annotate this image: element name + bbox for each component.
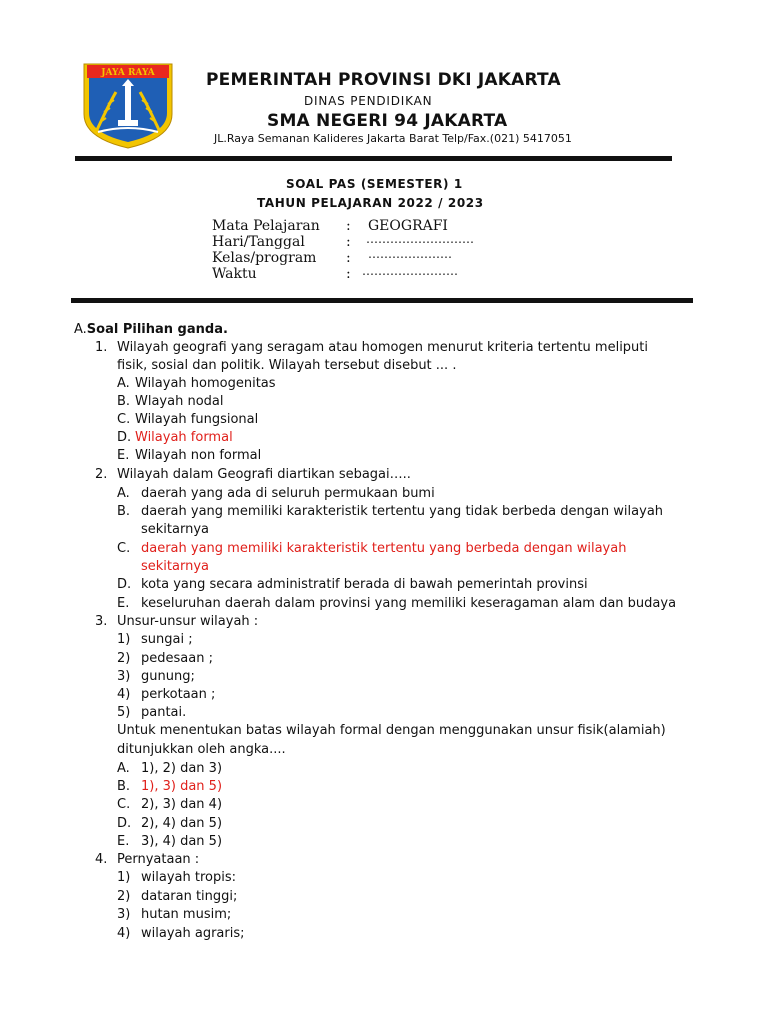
item-text: wilayah agraris; xyxy=(141,926,245,941)
header-department: DINAS PENDIDIKAN xyxy=(304,94,433,108)
item-text: gunung; xyxy=(141,669,195,684)
option-text: keseluruhan daerah dalam provinsi yang memiliki keseragaman alam dan budaya xyxy=(141,596,677,611)
option-text: Wilayah non formal xyxy=(135,448,262,463)
option-key: E. xyxy=(117,596,130,611)
question-number: 1. xyxy=(95,340,108,355)
option-text: 2), 4) dan 5) xyxy=(141,816,223,831)
option-key: A. xyxy=(117,376,130,391)
item-key: 4) xyxy=(117,687,131,702)
meta-colon: : xyxy=(346,250,351,266)
item-text: pantai. xyxy=(141,705,187,720)
option-text: 1), 2) dan 3) xyxy=(141,761,223,776)
correct-answer-text: daerah yang memiliki karakteristik tertentu yang berbeda dengan wilayah xyxy=(141,541,627,556)
meta-colon: : xyxy=(346,218,351,234)
item-text: pedesaan ; xyxy=(141,651,213,666)
option-text: Wilayah homogenitas xyxy=(135,376,276,391)
question-number: 2. xyxy=(95,467,108,482)
option-text: Wlayah nodal xyxy=(135,394,224,409)
option-key: E. xyxy=(117,448,130,463)
item-key: 5) xyxy=(117,705,131,720)
question-stem: Untuk menentukan batas wilayah formal dengan menggunakan unsur fisik(alamiah) xyxy=(117,723,666,738)
meta-colon: : xyxy=(346,266,351,282)
item-text: hutan musim; xyxy=(141,907,232,922)
section-prefix: A. xyxy=(74,322,87,337)
option-key: B. xyxy=(117,394,131,409)
header-divider xyxy=(75,156,672,161)
academic-year: TAHUN PELAJARAN 2022 / 2023 xyxy=(257,196,484,210)
question-text: Wilayah geografi yang seragam atau homogen menurut kriteria tertentu meliputi xyxy=(117,340,649,355)
meta-value-time: …………………… xyxy=(362,264,458,278)
item-key: 1) xyxy=(117,870,131,885)
option-text-continued: sekitarnya xyxy=(141,522,209,537)
item-key: 3) xyxy=(117,669,131,684)
option-key: C. xyxy=(117,797,131,812)
option-key: B. xyxy=(117,504,131,519)
section-heading xyxy=(74,322,228,337)
item-text: dataran tinggi; xyxy=(141,889,238,904)
item-text: perkotaan ; xyxy=(141,687,216,702)
item-text: sungai ; xyxy=(141,632,193,647)
item-key: 4) xyxy=(117,926,131,941)
meta-label-class: Kelas/program xyxy=(212,250,317,266)
option-key: C. xyxy=(117,412,131,427)
option-key: C. xyxy=(117,541,131,556)
header-government: PEMERINTAH PROVINSI DKI JAKARTA xyxy=(206,70,561,90)
option-text: Wilayah fungsional xyxy=(135,412,259,427)
item-key: 1) xyxy=(117,632,131,647)
question-number: 4. xyxy=(95,852,108,867)
item-text: wilayah tropis: xyxy=(141,870,236,885)
meta-label-time: Waktu xyxy=(212,266,257,282)
section-title: Soal Pilihan ganda. xyxy=(86,322,228,337)
jakarta-emblem-logo xyxy=(80,62,176,150)
option-text: kota yang secara administratif berada di bawah pemerintah provinsi xyxy=(141,577,588,592)
meta-label-subject: Mata Pelajaran xyxy=(212,218,320,234)
question-number: 3. xyxy=(95,614,108,629)
option-key: A. xyxy=(117,486,130,501)
exam-title: SOAL PAS (SEMESTER) 1 xyxy=(286,177,463,191)
meta-divider xyxy=(71,298,693,303)
item-key: 2) xyxy=(117,889,131,904)
question-stem: ditunjukkan oleh angka.... xyxy=(117,742,286,757)
logo-text: JAYA RAYA xyxy=(101,68,155,78)
item-key: 3) xyxy=(117,907,131,922)
option-key: A. xyxy=(117,761,130,776)
question-text: fisik, sosial dan politik. Wilayah tersebut disebut ... . xyxy=(117,358,457,373)
correct-answer-continued: sekitarnya xyxy=(141,559,209,574)
option-text: 2), 3) dan 4) xyxy=(141,797,223,812)
option-key: D. xyxy=(117,816,132,831)
header-school: SMA NEGERI 94 JAKARTA xyxy=(267,111,508,131)
question-text: Pernyataan : xyxy=(117,852,200,867)
option-text: 3), 4) dan 5) xyxy=(141,834,223,849)
item-key: 2) xyxy=(117,651,131,666)
option-key: D. xyxy=(117,430,132,445)
option-text: daerah yang ada di seluruh permukaan bumi xyxy=(141,486,435,501)
meta-value-subject: GEOGRAFI xyxy=(368,218,448,234)
question-text: Unsur-unsur wilayah : xyxy=(117,614,259,629)
option-key: E. xyxy=(117,834,130,849)
meta-value-class: ………………… xyxy=(368,247,452,261)
option-text: daerah yang memiliki karakteristik tertentu yang tidak berbeda dengan wilayah xyxy=(141,504,664,519)
meta-colon: : xyxy=(346,234,351,250)
option-key: D. xyxy=(117,577,132,592)
header-address: JL.Raya Semanan Kalideres Jakarta Barat Telp/Fax.(021) 5417051 xyxy=(214,132,572,145)
option-key: B. xyxy=(117,779,131,794)
correct-answer-text: 1), 3) dan 5) xyxy=(141,779,223,794)
meta-label-date: Hari/Tanggal xyxy=(212,234,305,250)
meta-value-date: ……………………… xyxy=(366,232,474,246)
correct-answer-text: Wilayah formal xyxy=(135,430,233,445)
question-text: Wilayah dalam Geografi diartikan sebagai….. xyxy=(117,467,411,482)
